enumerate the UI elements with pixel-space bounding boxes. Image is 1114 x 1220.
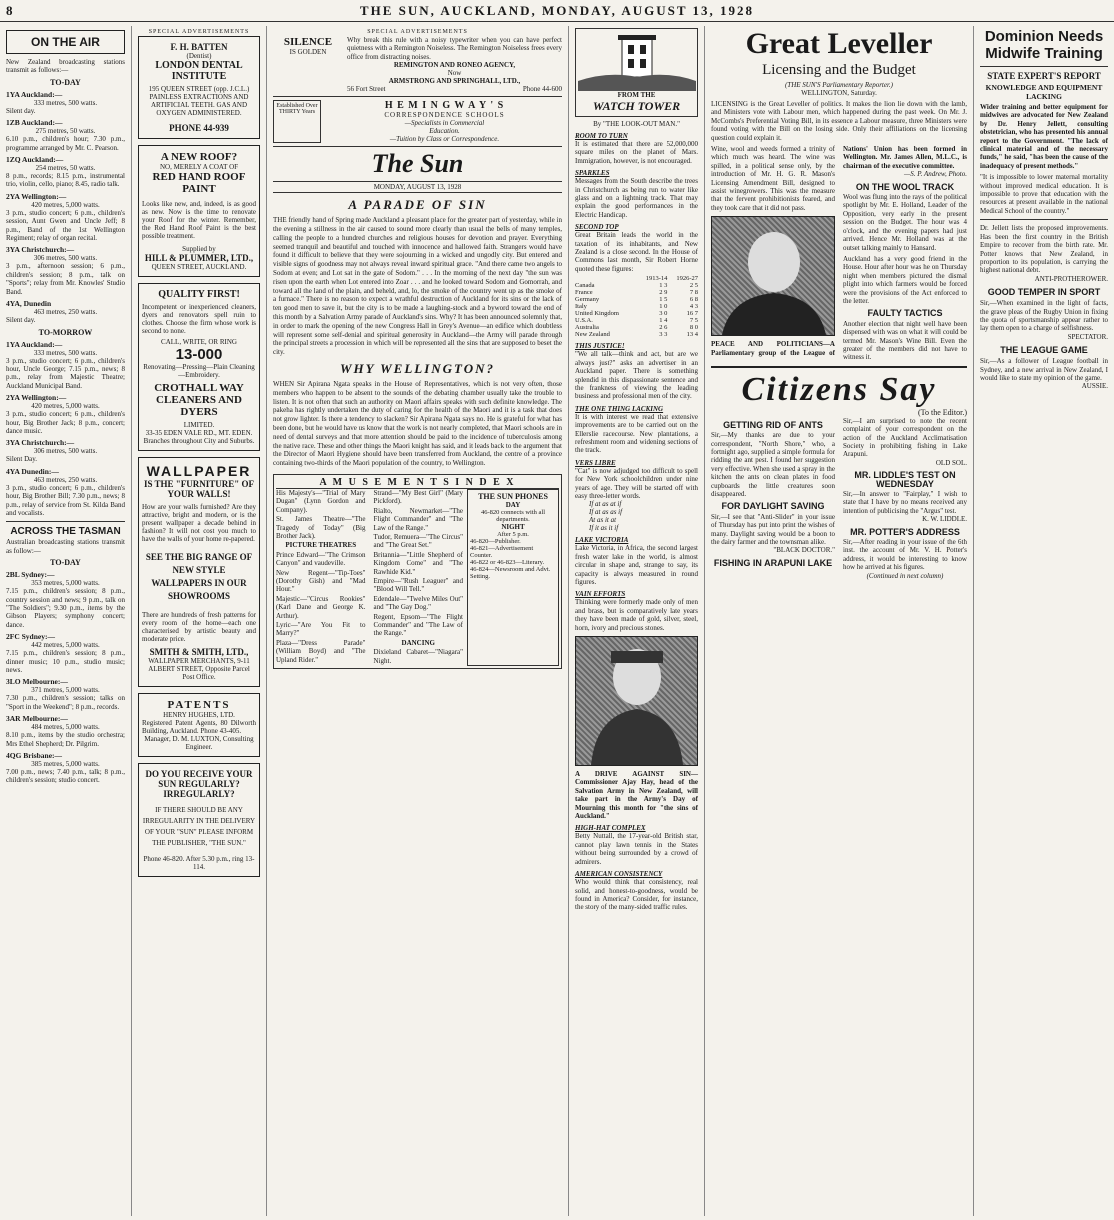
special-ads-label: SPECIAL ADVERTISEMENTS — [148, 29, 250, 35]
letter2-title: FOR DAYLIGHT SAVING — [721, 501, 825, 512]
watch-tower-byline: By "THE LOOK-OUT MAN." — [593, 120, 680, 128]
patents-body: Registered Patent Agents, 80 Dilworth Building, Auckland. Phone 43-405. — [142, 719, 256, 735]
table-cell: 16 7 — [686, 310, 698, 318]
politics-column — [705, 26, 974, 1216]
dentist-ad — [138, 36, 260, 139]
watch-tower-paragraph: It is with interest we read that extensive improvements are to be carried out on the Ellerslie racecourse. New plantations, a refreshment room and widening sections of the track. — [575, 412, 698, 455]
phones-n1: 46-820—Publisher. — [470, 537, 521, 545]
table-cell: 1 0 — [659, 303, 668, 311]
station-list-tomorrow — [6, 340, 125, 518]
phones-n2: 46-821—Advertisement Counter. — [470, 544, 534, 559]
amusement-item: PICTURE THEATRES — [285, 541, 357, 550]
good-temper-heading: GOOD TEMPER IN SPORT — [987, 287, 1101, 298]
cleaners-firm: CROTHALL WAY CLEANERS AND DYERS — [154, 382, 244, 418]
wallpaper-address: WALLPAPER MERCHANTS, 9-11 ALBERT STREET, Opposite Parcel Post Office. — [148, 657, 250, 681]
commissioner-photo — [575, 636, 698, 766]
photo-caption: A DRIVE AGAINST SIN—Commissioner Ajay Hay, head of the Salvation Army in New Zealand, will take part in the Army's Day of Mourning this month for "the sins of Auckland." — [575, 770, 698, 821]
australian-station-list — [6, 570, 125, 785]
station-spec: 254 metres, 50 watts. — [35, 164, 96, 173]
station-name: 3YA Christchurch:— — [6, 245, 75, 255]
table-cell: 2 6 — [659, 324, 668, 332]
amusement-item: Lyric—"Are You Fit to Marry?" — [276, 621, 366, 638]
table-cell: Australia — [575, 324, 599, 332]
patents-firm: HENRY HUGHES, LTD. — [163, 711, 235, 719]
letter4-body: Sir,—In answer to "Fairplay," I wish to state that I have by no means received any intention of publicising the "Argus" test. — [843, 490, 967, 515]
watch-tower-subhead: AMERICAN CONSISTENCY — [575, 870, 663, 879]
sig1: ANTI-PROTHEROWER. — [1034, 274, 1108, 283]
watch-tower-subhead: HIGH-HAT COMPLEX — [575, 824, 646, 833]
station-spec: 333 metres, 500 watts. — [33, 348, 98, 357]
watch-tower-from: FROM THE — [617, 91, 656, 99]
letter1-title: GETTING RID OF ANTS — [723, 419, 823, 430]
table-cell: 3 3 — [659, 331, 668, 339]
station-spec: 463 metres, 250 watts. — [33, 308, 98, 317]
cleaners-services: Renovating—Pressing—Plain Cleaning—Embroidery. — [143, 363, 255, 379]
station-name: 2BL Sydney:— — [6, 570, 55, 580]
station-body: 7.15 p.m., children's session; 8 p.m., country session and news; 9 p.m., talk on "The Soldiers"; 9.30 p.m., items by the Gibson Players; symphony concert; dance. — [6, 587, 125, 629]
table-cell: 1 5 — [659, 296, 668, 304]
station-spec: 353 metres, 5,000 watts. — [31, 579, 100, 588]
amusement-item: Tudor, Remuera—"The Circus" and "The Great Set." — [373, 532, 463, 550]
phones-n4: 46-824—Newsroom and Advt. Setting. — [470, 565, 551, 580]
watch-tower-subhead: VERS LIBRE — [575, 458, 616, 467]
station-body: 7.00 p.m., news; 7.40 p.m., talk; 8 p.m., children's session; studio concert. — [6, 768, 125, 785]
letter3-sig: OLD SOL. — [935, 458, 967, 467]
radio-column — [0, 26, 132, 1216]
delivery-line2: SUN REGULARLY? IRREGULARLY? — [158, 779, 240, 799]
hemingway-ad — [273, 97, 562, 147]
roof-sub: NO, MERELY A COAT OF — [159, 163, 239, 171]
station-name: 1YA Auckland:— — [6, 89, 63, 99]
today2-heading: TO-DAY — [50, 558, 81, 568]
letter4-sig: K. W. LIDDLE. — [922, 515, 967, 524]
leveller-byline: (THE SUN'S Parliamentary Reporter.) — [784, 81, 894, 89]
leveller-body4: Another election that night well have been dispensed with was on what it will could be termed Mr. Mason's Wine Bill. Even the greater of the members did not have to witness it. — [843, 319, 967, 362]
silence-phone: Phone 44-600 — [522, 85, 562, 94]
wool-track-heading: ON THE WOOL TRACK — [855, 181, 955, 192]
amusement-item: Plaza—"Dress Parade" (William Boyd) and "The Upland Rider." — [276, 638, 366, 664]
letter5-cont: (Continued in next column) — [866, 571, 944, 580]
politician-portrait-icon — [712, 217, 836, 335]
station-spec: 484 metres, 5,000 watts. — [31, 723, 100, 732]
photo-credit: —S. P. Andrew, Photo. — [904, 170, 967, 179]
table-cell: 2 9 — [659, 289, 668, 297]
watch-tower-subhead: SECOND TOP — [575, 223, 619, 232]
politician-caption: PEACE AND POLITICIANS—A Parliamentary group of the League of Nations' Union has been formed in Wellington. Mr. James Allen, M.L.C., is chairman of the executive committee. — [711, 145, 967, 357]
hemingway-l1: —Specialists in Commercial — [404, 119, 485, 128]
station-name: 4YA Dunedin:— — [6, 466, 59, 476]
amusements-list — [276, 489, 463, 666]
wallpaper-title: WALLPAPER — [146, 463, 252, 479]
wallpaper-body2: There are hundreds of fresh patterns for every room of the home—each one characterised by artistic beauty and moderate price. — [142, 611, 256, 643]
watch-tower-paragraph: Who would think that consistency, real solid, and honest-to-goodness, would be found in America? Consider, for instance, the story of the many-sided traffic rules. — [575, 878, 698, 912]
station-spec: 463 metres, 250 watts. — [33, 475, 98, 484]
station-spec: 385 metres, 5,000 watts. — [31, 760, 100, 769]
dentist-phone: PHONE 44-939 — [169, 123, 229, 133]
roof-title: A NEW ROOF? — [160, 151, 238, 163]
delivery-phone: Phone 46-820. After 5.30 p.m., ring 13-114. — [143, 855, 255, 871]
letter5-title: MR. POTTER'S ADDRESS — [850, 526, 960, 537]
leveller-body1: Wine, wool and weeds formed a trinity of which much was heard. The wine was spilled, in a political sense only, by the introduction of Mr. H. G. R. Mason's Licensing Amendment Bill, designed to assist winegrowers. This was the measure that the fervent prohibitionists feared, and they took care that it did not pass. — [711, 145, 835, 212]
watch-tower-column — [569, 26, 705, 1216]
league-body: Sir,—As a follower of League football in Sydney, and a new arrival in New Zealand, I would like to state my opinion of the game. — [980, 357, 1108, 382]
amusement-item: Empire—"Rush Leaguer" and "Blood Will Tell." — [373, 577, 463, 594]
table-cell: France — [575, 289, 593, 297]
leveller-body3: Auckland has a very good friend in the House. Hour after hour was he on Thursday night when members pictured the dismal plight into which farmers would be forced were the provisions of the Act enforced to the letter. — [843, 254, 967, 305]
table-cell: 7 8 — [689, 289, 698, 297]
midwife-column — [974, 26, 1114, 1216]
station-spec: 420 metres, 5,000 watts. — [31, 402, 100, 411]
watch-tower-subhead: ROOM TO TURN — [575, 132, 628, 140]
station-spec: 442 metres, 5,000 watts. — [31, 641, 100, 650]
table-cell: 4 3 — [689, 303, 698, 311]
table-header: 1926-27 — [676, 275, 698, 283]
station-body: 7.30 p.m., children's session; talks on "Sport in the Weekend"; 8 p.m., records. — [6, 694, 125, 711]
on-the-air-heading: ON THE AIR — [6, 30, 125, 54]
amusements-index — [273, 474, 562, 669]
wallpaper-firm: SMITH & SMITH, LTD., — [149, 647, 249, 657]
station-body: Silent day. — [6, 316, 36, 325]
letter4-title: MR. LIDDLE'S TEST ON WEDNESDAY — [854, 470, 956, 489]
cleaners-address: 33-35 EDEN VALE RD., MT. EDEN. Branches throughout City and Suburbs. — [143, 429, 255, 445]
station-body: 8.10 p.m., items by the studio orchestra; Mrs Ethel Shepherd; Dr. Pilgrim. — [6, 731, 125, 748]
silence-body: Why break this rule with a noisy typewriter when you can have perfect quietness with a Remington Noiseless. The Remington Noiseless frees every office from distracting noises. — [347, 36, 562, 61]
station-body: 3 p.m., studio concert; 6 p.m., children's hour, Big Brother Bill; 7.30 p.m., news; 8 p.m., relay of service from St. Kilda Band and vocalists. — [6, 483, 125, 517]
taxation-table — [575, 275, 698, 338]
page-header — [0, 0, 1114, 22]
watch-tower-items — [575, 132, 698, 632]
station-body: 6.10 p.m., children's hour; 7.30 p.m., programme arranged by Mr. C. Pearson. — [6, 135, 125, 152]
delivery-ad — [138, 763, 260, 877]
watch-tower-paragraph: "Cat" is now adjudged too difficult to spell for New York schoolchildren under nine years of age. They will be started off with easy three-letter words. — [575, 466, 698, 500]
station-name: 2YA Wellington:— — [6, 191, 67, 201]
station-spec: 306 metres, 500 watts. — [33, 447, 98, 456]
station-name: 3YA Christchurch:— — [6, 438, 75, 448]
table-cell: 1 4 — [659, 317, 668, 325]
tomorrow-heading: TO-MORROW — [38, 327, 93, 337]
roof-product: RED HAND ROOF PAINT — [152, 171, 246, 195]
station-spec: 420 metres, 5,000 watts. — [31, 200, 100, 209]
table-cell: 3 0 — [659, 310, 668, 318]
why-wellington-body: WHEN Sir Apirana Ngata speaks in the House of Representatives, which is not very often, those members who happen to be absent to the sounds of the debating chamber usually take the trouble to listen. It is not often that such an authority on Maori affairs speaks with such definite knowledge. The pakeha has rightly undertaken the duty of caring for the health of the Maori and it is a task that does not grow lighter. Is there a tendency to slacken? Sir Apirana Ngata says no. He is grateful for what has been done, but he would have us know that the work is not nearly completed, that Maori schools are in need of dental surveys and that more attention should be paid to the incidence of tuberculosis among the native race. These and other things the Maori knight has said, and it leads back to the argument that the Director of Maori Hygiene should have been transferred from Auckland, the centre of a province containing two-thirds of the Maori population of the country, to Wellington. — [273, 379, 562, 468]
tower-illustration — [578, 31, 696, 91]
temper-body: Sir,—When examined in the light of facts, the grave pleas of the Rugby Union in fixing the quota of sportsmanship appear rather to lay them open to a charge of selfishness. — [980, 299, 1108, 333]
leveller-dateline: WELLINGTON, Saturday. — [801, 89, 877, 97]
verse-line: If at as as if — [589, 508, 623, 517]
phones-title: THE SUN PHONES — [478, 491, 548, 501]
sig3: AUSSIE. — [1081, 382, 1108, 391]
silence-now: Now — [447, 69, 462, 78]
letter1-body: Sir,—My thanks are due to your correspondent, "North Shore," who, a fortnight ago, supplied a simple formula for ridding the ant pest. I found her suggestion very effective. When she used a spray in the kitchen the ants on clean plates in food cupboards the little creatures soon disappeared. — [711, 431, 835, 499]
patents-title: PATENTS — [167, 699, 231, 711]
amusement-item: Rialto, Newmarket—"The Flight Commander" and "The Law of the Range." — [373, 506, 463, 532]
cleaners-ad — [138, 283, 260, 451]
watch-tower-subhead: LAKE VICTORIA — [575, 536, 629, 545]
dentist-sub: (Dentist) — [186, 52, 212, 60]
table-header: 1913-14 — [645, 275, 668, 283]
cleaners-body: Incompetent or inexperienced cleaners, dyers and renovators spell ruin to clothes. Choose the firm whose work is second to none. — [142, 303, 256, 335]
roof-firm: HILL & PLUMMER, LTD., — [144, 253, 254, 263]
special-ads-label-2: SPECIAL ADVERTISEMENTS — [367, 29, 468, 35]
watch-tower-paragraph: Messages from the South describe the trees in Christchurch as being run to water like glass and on a lightning track. That may explain the good performances in the Electric Handicap. — [575, 177, 698, 219]
roof-paint-ad — [138, 145, 260, 277]
roof-body: Looks like new, and, indeed, is as good as new. Now is the time to renovate your Roof for the winter. Remember, the Red Hand Roof Paint is the best possible treatment. — [142, 200, 256, 240]
watch-tower-subhead: THIS JUSTICE! — [575, 342, 625, 351]
silence-firm2: ARMSTRONG AND SPRINGHALL, LTD., — [388, 77, 521, 86]
station-body: 3 p.m., studio concert; 6 p.m., children's hour, Big Brother Jack; 8 p.m., concert; dance music. — [6, 410, 125, 435]
to-editor: (To the Editor.) — [918, 407, 967, 417]
watch-tower-paragraph: Thinking were formerly made only of men and brass, but is comparatively late years they have been made of gold, silver, steel, horn, ivory and precious stones. — [575, 598, 698, 632]
amusement-item: New Regent—"Tip-Toes" (Dorothy Gish) and "Mad Hour." — [276, 568, 366, 594]
station-spec: 333 metres, 500 watts. — [33, 98, 98, 107]
letter3-body: Sir,—I am surprised to note the recent complaint of your correspondent on the action of the Auckland Acclimatisation Society in prohibiting fishing in Lake Arapuni. — [843, 416, 967, 459]
leveller-body2: Wool was flung into the rays of the political spotlight by Mr. E. Holland, Leader of the Opposition, very early in the present session on the Budget. The hour was 4 o'clock, and the evening papers had just arrived. Hence Mr. Holland was at the outset talking mainly to Hansard. — [843, 193, 967, 252]
amusement-item: Strand—"My Best Girl" (Mary Pickford). — [373, 488, 463, 506]
phones-after: After 5 p.m. — [497, 530, 529, 538]
table-cell: New Zealand — [575, 331, 610, 339]
newspaper-dateline: THE SUN, AUCKLAND, MONDAY, AUGUST 13, 1928 — [359, 3, 755, 18]
wallpaper-body: How are your walls furnished? Are they attractive, bright and modern, or is the present wallpaper a decade behind in fashion? It will not cost you much to have the walls of your home re-papered. — [142, 503, 256, 543]
watch-tower-paragraph: "We all talk—think and act, but are we always just?" asks an advertiser in an Auckland paper. There is something splendid in this dispassionate sentence and the frankness of viewing the leading business and professional men of the city. — [575, 350, 698, 401]
amusement-item: St. James Theatre—"The Tragedy of Today" (Big Brother Jack). — [276, 515, 366, 540]
station-name: 1YA Auckland:— — [6, 339, 63, 349]
dentist-name: F. H. BATTEN — [170, 42, 228, 52]
leveller-lead: LICENSING is the Great Leveller of politics. It makes the lion lie down with the lamb, and Ministers vote with Labour men, which happened during the past week. On Mr. J. McCombs's Preferential Voting Bill, in its essence a Labour measure, three Ministers were found voting with the Bill on the losing side. Only their affiliations on the licensing question could explain it. — [711, 100, 967, 142]
dentist-firm: LONDON DENTAL INSTITUTE — [155, 60, 243, 82]
dentist-address: 195 QUEEN STREET (opp. J.C.L.) PAINLESS EXTRACTIONS AND ARTIFICIAL TEETH. GAS AND OXYGEN ADMINISTERED. — [148, 85, 250, 117]
station-name: 2FC Sydney:— — [6, 632, 55, 642]
phones-day: DAY — [505, 500, 521, 509]
roof-address: QUEEN STREET, AUCKLAND. — [151, 263, 247, 271]
table-cell: 6 8 — [689, 296, 698, 304]
phones-n3: 46-822 or 46-823—Literary. — [470, 558, 545, 566]
wallpaper-range: SEE THE BIG RANGE OF NEW STYLE WALLPAPERS IN OUR SHOWROOMS — [145, 552, 253, 601]
watch-tower-paragraph: Great Britain leads the world in the taxation of its inhabitants, and New Zealand is a close second. In the House of Commons last month, Sir Robert Horne quoted these figures: — [575, 231, 698, 273]
politician-photo — [711, 216, 835, 336]
parade-of-sin-body: THE friendly hand of Spring made Auckland a pleasant place for the greater part of yesterday, while in the evening a stillness in the air caused to sound more clearly than usual the bells of many temples, calling the people to a hundred churches and religious houses for devotion and prayer. Everything seemed tranquil and beautiful and touched with innocence and hallowed faith. Strangers would have found it difficult to believe that they were sojourning in a wicked and ungodly city. But entered and visible signs of goodness may not always reveal inward spiritual grace. "And there came two angels to Sodom at even; and Lot sat in the gate of Sodom." . . . In the morning of the next day "the sun was risen upon the earth when Lot entered into Zoar . . . and he looked toward Sodom and Gomorrah, and toward all the land of the plain, and beheld, and, lo, the smoke of the country went up as the smoke of a furnace." There is no reason to expect a wrathful destruction of Auckland for its sins or the lack of ten good men to save it, but the city is to be made a laughing-stock and a byword toward the end of this month by a Salvation Army parade of Auckland's sins. Why? It has been announced solemnly that, in order to mark the opening of the new Congress Hall in Grey's Avenue—an edifice which doubtless will represent some self-denial and spiritual generosity in Auckland—the Army will parade through the principal streets a procession in which will be represented all the sins that are supposed to beset the city. — [273, 216, 562, 357]
hemingway-est: Established Over THIRTY Years — [273, 100, 321, 143]
cleaners-title: QUALITY FIRST! — [158, 289, 240, 300]
amusement-item: Britannia—"Little Shepherd of Kingdom Come" and "The Rawhide Kid." — [373, 550, 463, 576]
phones-night: NIGHT — [501, 522, 525, 531]
remington-ad — [273, 36, 562, 97]
station-name: 1ZQ Auckland:— — [6, 155, 64, 165]
station-name: 2YA Wellington:— — [6, 393, 67, 403]
table-cell: 1 3 — [659, 282, 668, 290]
station-body: 3 p.m., studio concert; 6 p.m., children's session, Aunt Gwen and Uncle Jeff; 8 p.m., Band of the 1st Wellington Regiment; relay of organ recital. — [6, 208, 125, 243]
table-cell: 13 4 — [686, 331, 698, 339]
the-sun-masthead: The Sun — [371, 149, 464, 179]
amusement-item: Edendale—"Twelve Miles Out" and "The Gay Dog." — [373, 594, 463, 612]
station-name: 1ZB Auckland:— — [6, 118, 63, 128]
watch-tower-masthead — [575, 28, 698, 117]
table-cell: Italy — [575, 303, 587, 311]
delivery-line1: DO YOU RECEIVE YOUR — [145, 769, 253, 779]
silence-address: 56 Fort Street — [347, 85, 386, 94]
editorial-dateline: MONDAY, AUGUST 13, 1928 — [273, 181, 562, 193]
station-name: 4YA, Dunedin — [6, 299, 52, 309]
table-cell: United Kingdom — [575, 310, 619, 318]
across-tasman-heading: ACROSS THE TASMAN — [10, 526, 121, 538]
amusement-item: Regent, Epsom—"The Flight Commander" and "The Law of the Range." — [373, 612, 463, 638]
sig2: SPECTATOR. — [1067, 332, 1108, 341]
league-game-heading: THE LEAGUE GAME — [1000, 345, 1088, 356]
watch-tower-paragraph: Lake Victoria, in Africa, the second largest fresh water lake in the world, is almost circular in shape and, strange to say, its capacity is always measured in round figures. — [575, 544, 698, 586]
editorial-column — [267, 26, 569, 1216]
station-body: 3 p.m., studio concert; 6 p.m., children's hour, Uncle George; 7.15 p.m., news; 8 p.m., relay from Majestic Theatre; Auckland Municipal Band. — [6, 356, 125, 390]
hemingway-name: H E M I N G W A Y ' S — [384, 100, 505, 112]
great-leveller-subtitle: Licensing and the Budget — [762, 62, 916, 78]
faulty-tactics-heading: FAULTY TACTICS — [867, 308, 943, 319]
amusement-item: DANCING — [401, 638, 435, 647]
patents-manager: Manager, D. M. LUXTON, Consulting Engineer. — [144, 735, 254, 751]
midwife-title1: Dominion Needs — [984, 28, 1104, 45]
hemingway-l3: —Tuition by Class or Correspondence. — [389, 135, 500, 144]
across-intro: Australian broadcasting stations transmit as follow:— — [6, 538, 125, 555]
amusement-item: Prince Edward—"The Crimson Canyon" and vaudeville. — [276, 550, 366, 568]
table-cell: 7 5 — [689, 317, 698, 325]
watch-tower-title: WATCH TOWER — [592, 99, 681, 113]
amusement-item: His Majesty's—"Trial of Mary Dugan" (Lynn Gordon and Company). — [276, 488, 366, 514]
station-body: Silent Day. — [6, 455, 38, 464]
why-wellington-title: WHY WELLINGTON? — [339, 360, 496, 376]
page-number: 8 — [6, 3, 14, 18]
midwife-sub1: STATE EXPERT'S REPORT — [987, 71, 1101, 81]
today-heading: TO-DAY — [50, 77, 81, 87]
watch-tower-subhead: VAIN EFFORTS — [575, 590, 626, 599]
station-spec: 371 metres, 5,000 watts. — [31, 686, 100, 695]
hemingway-l2: Education. — [429, 127, 460, 136]
letter2-sig: "BLACK DOCTOR." — [773, 546, 835, 555]
watch-tower-items-2 — [575, 824, 698, 911]
ads-column — [132, 26, 267, 1216]
midwife-body2: "It is impossible to lower maternal mortality without improved medical education. It is impossible to prove that education with the resources at present available in the national Medical School of the country." — [980, 173, 1108, 215]
station-spec: 306 metres, 500 watts. — [33, 254, 98, 263]
radio-intro: New Zealand broadcasting stations transmit as follows:— — [6, 58, 125, 75]
station-body: 8 p.m., records; 8.15 p.m., instrumental trio, violin, cello, piano; 8.45, radio talk. — [6, 172, 125, 189]
leveller-body — [711, 145, 967, 362]
midwife-sub2: KNOWLEDGE AND EQUIPMENT LACKING — [985, 83, 1103, 101]
station-name: 4QG Brisbane:— — [6, 751, 63, 761]
silence-sub: IS GOLDEN — [289, 48, 327, 56]
station-body: 7.15 p.m., children's session; 8 p.m., dinner music; 10 p.m., studio music; news. — [6, 649, 125, 675]
watch-tower-paragraph: Betty Nuttall, the 17-year-old British star, cannot play lawn tennis in the States without being surrounded by a crowd of admirers. — [575, 832, 698, 866]
midwife-body1: Wider training and better equipment for midwives are advocated for New Zealand by Dr. Henry Jellett, consulting obstetrician, who has presented his annual report to the Government. "The lack of clinical material and of the necessary funds," he said, "has been the cause of the inadequacy of present methods." — [980, 103, 1108, 170]
parade-of-sin-title: A PARADE OF SIN — [348, 197, 487, 213]
delivery-body: IF THERE SHOULD BE ANY IRREGULARITY IN THE DELIVERY OF YOUR "SUN" PLEASE INFORM THE PUBLISHER, "THE SUN." — [142, 806, 256, 847]
verse-line: If at as at if — [589, 500, 622, 509]
station-name: 3AR Melbourne:— — [6, 714, 68, 724]
letters — [711, 417, 967, 580]
amusements-title: A M U S E M E N T S I N D E X — [276, 477, 559, 489]
portrait-icon — [576, 637, 698, 765]
midwife-body3: Dr. Jellett lists the proposed improvements. Has been the first country in the British Empire to recover from the birth rate. Mr. Potter knows that New Zealand, in proportion to its population, is carrying the highest national debt. — [980, 224, 1108, 275]
station-list-today — [6, 90, 125, 325]
midwife-title2: Midwife Training — [985, 45, 1103, 62]
watch-tower-subhead: THE ONE THING LACKING — [575, 404, 664, 413]
verse-line: If it as it if — [589, 524, 619, 533]
phones-day-num: 46-820 connects with all departments. — [480, 508, 546, 523]
wallpaper-sub: IS THE "FURNITURE" OF YOUR WALLS! — [143, 479, 255, 499]
station-body: Silent day. — [6, 106, 36, 115]
station-spec: 275 metres, 50 watts. — [35, 127, 96, 136]
table-cell: Germany — [575, 296, 600, 304]
silence-firm: REMINGTON AND RONEO AGENCY, — [393, 61, 516, 70]
table-cell: 2 5 — [689, 282, 698, 290]
letter2-body: Sir,—I see that "Anti-Slider" in your issue of Thursday has put into print the wishes of many. Daylight saving would be a boon to the dairy farmer and the townsman alike. — [711, 512, 835, 547]
amusement-item: Dixieland Cabaret—"Niagara" Night. — [373, 648, 463, 665]
great-leveller-title: Great Leveller — [745, 27, 933, 60]
verse-line: At as it at — [589, 516, 617, 525]
table-cell: Canada — [575, 282, 595, 290]
sun-phones-box — [467, 489, 559, 666]
letter3-title: FISHING IN ARAPUNI LAKE — [713, 557, 833, 568]
amusement-item: Majestic—"Circus Rookies" (Karl Dane and George K. Arthur). — [276, 594, 366, 620]
watch-tower-paragraph: It is estimated that there are 52,000,000 square miles on the planet of Mars. Immigration, however, is not encouraged. — [575, 140, 698, 165]
wallpaper-ad — [138, 457, 260, 687]
table-cell: 8 0 — [689, 324, 698, 332]
silence-title: SILENCE — [283, 36, 333, 48]
table-cell: U.S.A. — [575, 317, 593, 325]
cleaners-phone: 13-000 — [175, 346, 223, 363]
roof-supplied: Supplied by — [182, 245, 216, 253]
cleaners-ltd: LIMITED. — [183, 421, 215, 429]
station-body: 3 p.m., afternoon session; 6 p.m., children's session; 8 p.m., talk on "Sports"; relay from Mr. Knowles' Studio Band. — [6, 262, 125, 296]
hemingway-sub: CORRESPONDENCE SCHOOLS — [384, 111, 505, 120]
watch-tower-subhead: SPARKLES — [575, 169, 610, 178]
cleaners-phone-label: CALL, WRITE, OR RING — [161, 338, 237, 346]
citizens-say-title: Citizens Say — [741, 370, 937, 408]
station-name: 3LO Melbourne:— — [6, 677, 68, 687]
patents-ad — [138, 693, 260, 757]
letter5-body: Sir,—After reading in your issue of the 6th inst. the account of Mr. V. H. Potter's address, it would be interesting to know how he arrived at his figures. — [843, 538, 967, 572]
